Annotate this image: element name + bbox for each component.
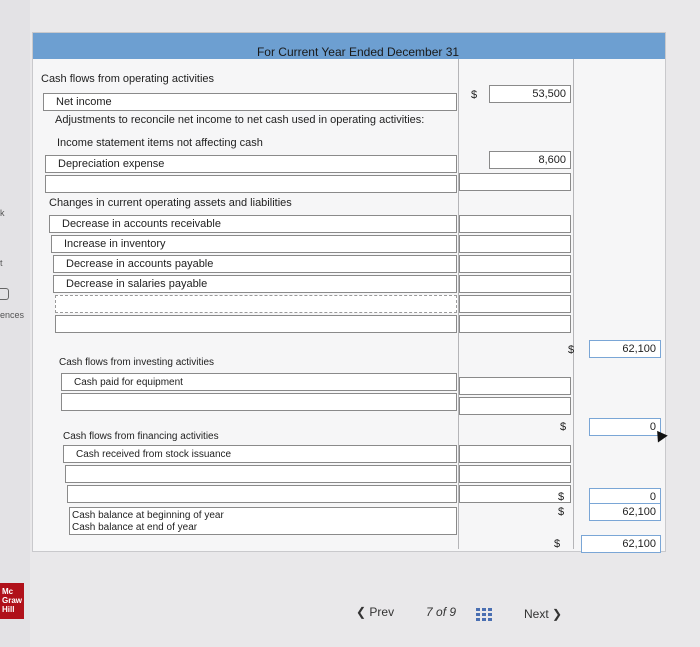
chevron-left-icon: ❮ <box>356 605 367 619</box>
blank-row[interactable] <box>55 315 457 333</box>
left-sidebar <box>0 0 30 647</box>
grid-icon[interactable] <box>476 607 492 621</box>
beginning-cash-dollar: $ <box>558 506 565 518</box>
changes-label: Changes in current operating assets and liabilities <box>49 197 292 209</box>
financing-heading: Cash flows from financing activities <box>63 431 219 442</box>
financing-net-dollar: $ <box>558 491 565 503</box>
net-income-dollar: $ <box>471 89 478 101</box>
net-income-label-cell[interactable] <box>43 93 457 111</box>
blank-row[interactable] <box>45 175 457 193</box>
net-income-label: Net income <box>56 96 112 108</box>
cash-flow-statement <box>32 32 666 552</box>
blank-row[interactable] <box>67 485 457 503</box>
next-button[interactable]: Next ❯ <box>524 607 563 621</box>
adjustments-label: Adjustments to reconcile net income to net cash used in operating activities: <box>55 114 425 126</box>
beginning-cash-input[interactable] <box>589 503 661 521</box>
statement-title: For Current Year Ended December 31 <box>256 45 460 59</box>
cash-balance-rows[interactable] <box>69 507 457 535</box>
end-cash-dollar: $ <box>554 538 561 550</box>
depreciation-input[interactable] <box>489 151 571 169</box>
blank-amount-input[interactable] <box>459 315 571 333</box>
blank-amount-input[interactable] <box>459 173 571 191</box>
net-income-input[interactable] <box>489 85 571 103</box>
end-cash-input[interactable] <box>581 535 661 553</box>
change-amount-4[interactable] <box>459 275 571 293</box>
depreciation-label-cell[interactable] <box>45 155 457 173</box>
financing-item: Cash received from stock issuance <box>76 449 232 460</box>
blank-amount-input[interactable] <box>459 485 571 503</box>
end-cash-value: 62,100 <box>622 538 656 550</box>
operating-heading: Cash flows from operating activities <box>41 73 215 85</box>
operating-total-input[interactable] <box>589 340 661 358</box>
change-amount-3[interactable] <box>459 255 571 273</box>
income-statement-items-label: Income statement items not affecting cash <box>57 137 263 149</box>
prev-button[interactable]: ❮ Prev <box>356 605 395 619</box>
net-income-value: 53,500 <box>532 88 566 100</box>
sidebar-fragment[interactable]: k <box>0 208 5 218</box>
change-row-1[interactable]: Decrease in accounts receivable <box>49 215 457 233</box>
investing-total-value: 0 <box>649 421 656 433</box>
change-amount-1[interactable] <box>459 215 571 233</box>
investing-heading: Cash flows from investing activities <box>59 357 215 368</box>
investing-amount-input[interactable] <box>459 377 571 395</box>
blank-amount-input[interactable] <box>459 465 571 483</box>
financing-row[interactable] <box>63 445 457 463</box>
sidebar-fragment[interactable]: ences <box>0 310 25 320</box>
investing-total-input[interactable] <box>589 418 661 436</box>
dropdown-amount-input[interactable] <box>459 295 571 313</box>
investing-item: Cash paid for equipment <box>74 377 183 388</box>
blank-row[interactable] <box>65 465 457 483</box>
page-indicator: 7 of 9 <box>426 605 457 619</box>
blank-amount-input[interactable] <box>459 397 571 415</box>
operating-total-dollar: $ <box>568 344 575 356</box>
financing-net-value: 0 <box>649 491 656 503</box>
depreciation-label: Depreciation expense <box>58 158 165 170</box>
investing-row[interactable] <box>61 373 457 391</box>
brand-logo: Mc Graw Hill <box>0 583 24 619</box>
financing-amount-input[interactable] <box>459 445 571 463</box>
beginning-cash-value: 62,100 <box>622 506 656 518</box>
dropdown-row[interactable] <box>55 295 457 313</box>
depreciation-value: 8,600 <box>538 154 566 166</box>
chevron-right-icon: ❯ <box>552 607 563 621</box>
investing-total-dollar: $ <box>560 421 567 433</box>
operating-total-value: 62,100 <box>622 343 656 355</box>
sidebar-icon[interactable] <box>0 288 9 300</box>
sidebar-fragment[interactable]: t <box>0 258 3 268</box>
change-row-4[interactable]: Decrease in salaries payable <box>53 275 457 293</box>
beginning-cash-label: Cash balance at beginning of year <box>72 510 224 521</box>
end-cash-label: Cash balance at end of year <box>72 522 198 533</box>
blank-row[interactable] <box>61 393 457 411</box>
change-row-2[interactable]: Increase in inventory <box>51 235 457 253</box>
change-amount-2[interactable] <box>459 235 571 253</box>
change-row-3[interactable]: Decrease in accounts payable <box>53 255 457 273</box>
